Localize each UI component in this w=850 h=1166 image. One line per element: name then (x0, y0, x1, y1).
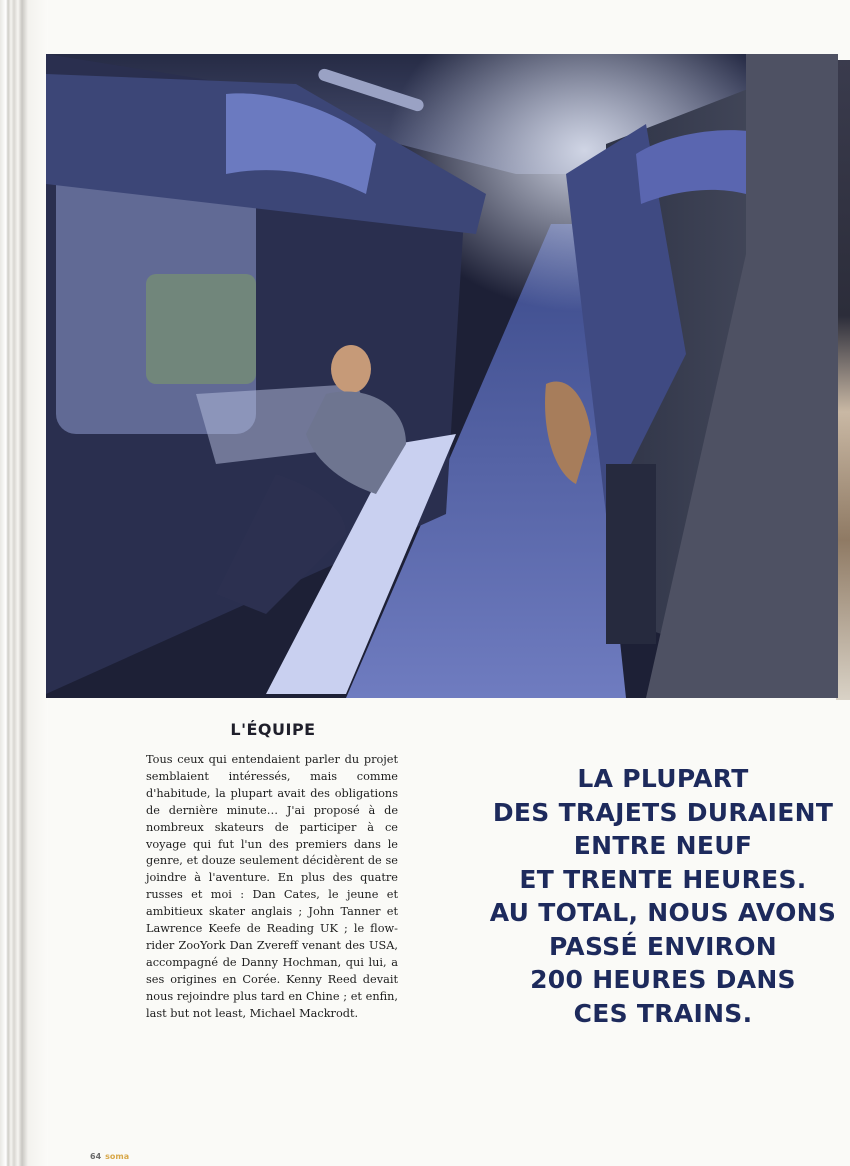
pull-quote-line: AU TOTAL, NOUS AVONS (489, 898, 837, 927)
page-edge-stack (0, 0, 48, 1166)
pull-quote (476, 762, 850, 1030)
magazine-name: soma (105, 1152, 130, 1161)
facing-page-edge (836, 60, 850, 700)
pull-quote-line: ENTRE NEUF (573, 831, 753, 860)
section-heading: L'ÉQUIPE (230, 720, 316, 739)
pull-quote-line: PASSÉ ENVIRON (548, 931, 778, 961)
train-corridor-photo (46, 54, 838, 698)
pull-quote-line: CES TRAINS. (573, 998, 753, 1028)
article-body: Tous ceux qui entendaient parler du projet semblaient intéressés, mais comme d'habitude, la plupart avait des obligations de dernière minute… J'ai proposé à de nombreux skateurs de participer à ce voyage qui fut l'un des premiers dans le genre, et douze seulement décidèrent de se joindre à l'aventure. En plus des quatre russes et moi : Dan Cates, le jeune et ambitieux skater anglais ; John Tanner et Lawrence Keefe de Reading UK ; le flow-rider ZooYork Dan Zvereff venant des USA, accompagné de Danny Hochman, qui lui, a ses origines en Corée. Kenny Reed devait nous rejoindre plus tard en Chine ; et enfin, last but not least, Michael Mackrodt. (146, 753, 398, 1020)
pull-quote-line: 200 HEURES DANS (530, 965, 796, 994)
page-folio (90, 1152, 129, 1161)
pull-quote-line: LA PLUPART (577, 764, 749, 793)
pull-quote-line: DES TRAJETS DURAIENT (492, 797, 834, 827)
pull-quote-line: ET TRENTE HEURES. (519, 864, 807, 894)
page-number: 64 (90, 1152, 102, 1161)
